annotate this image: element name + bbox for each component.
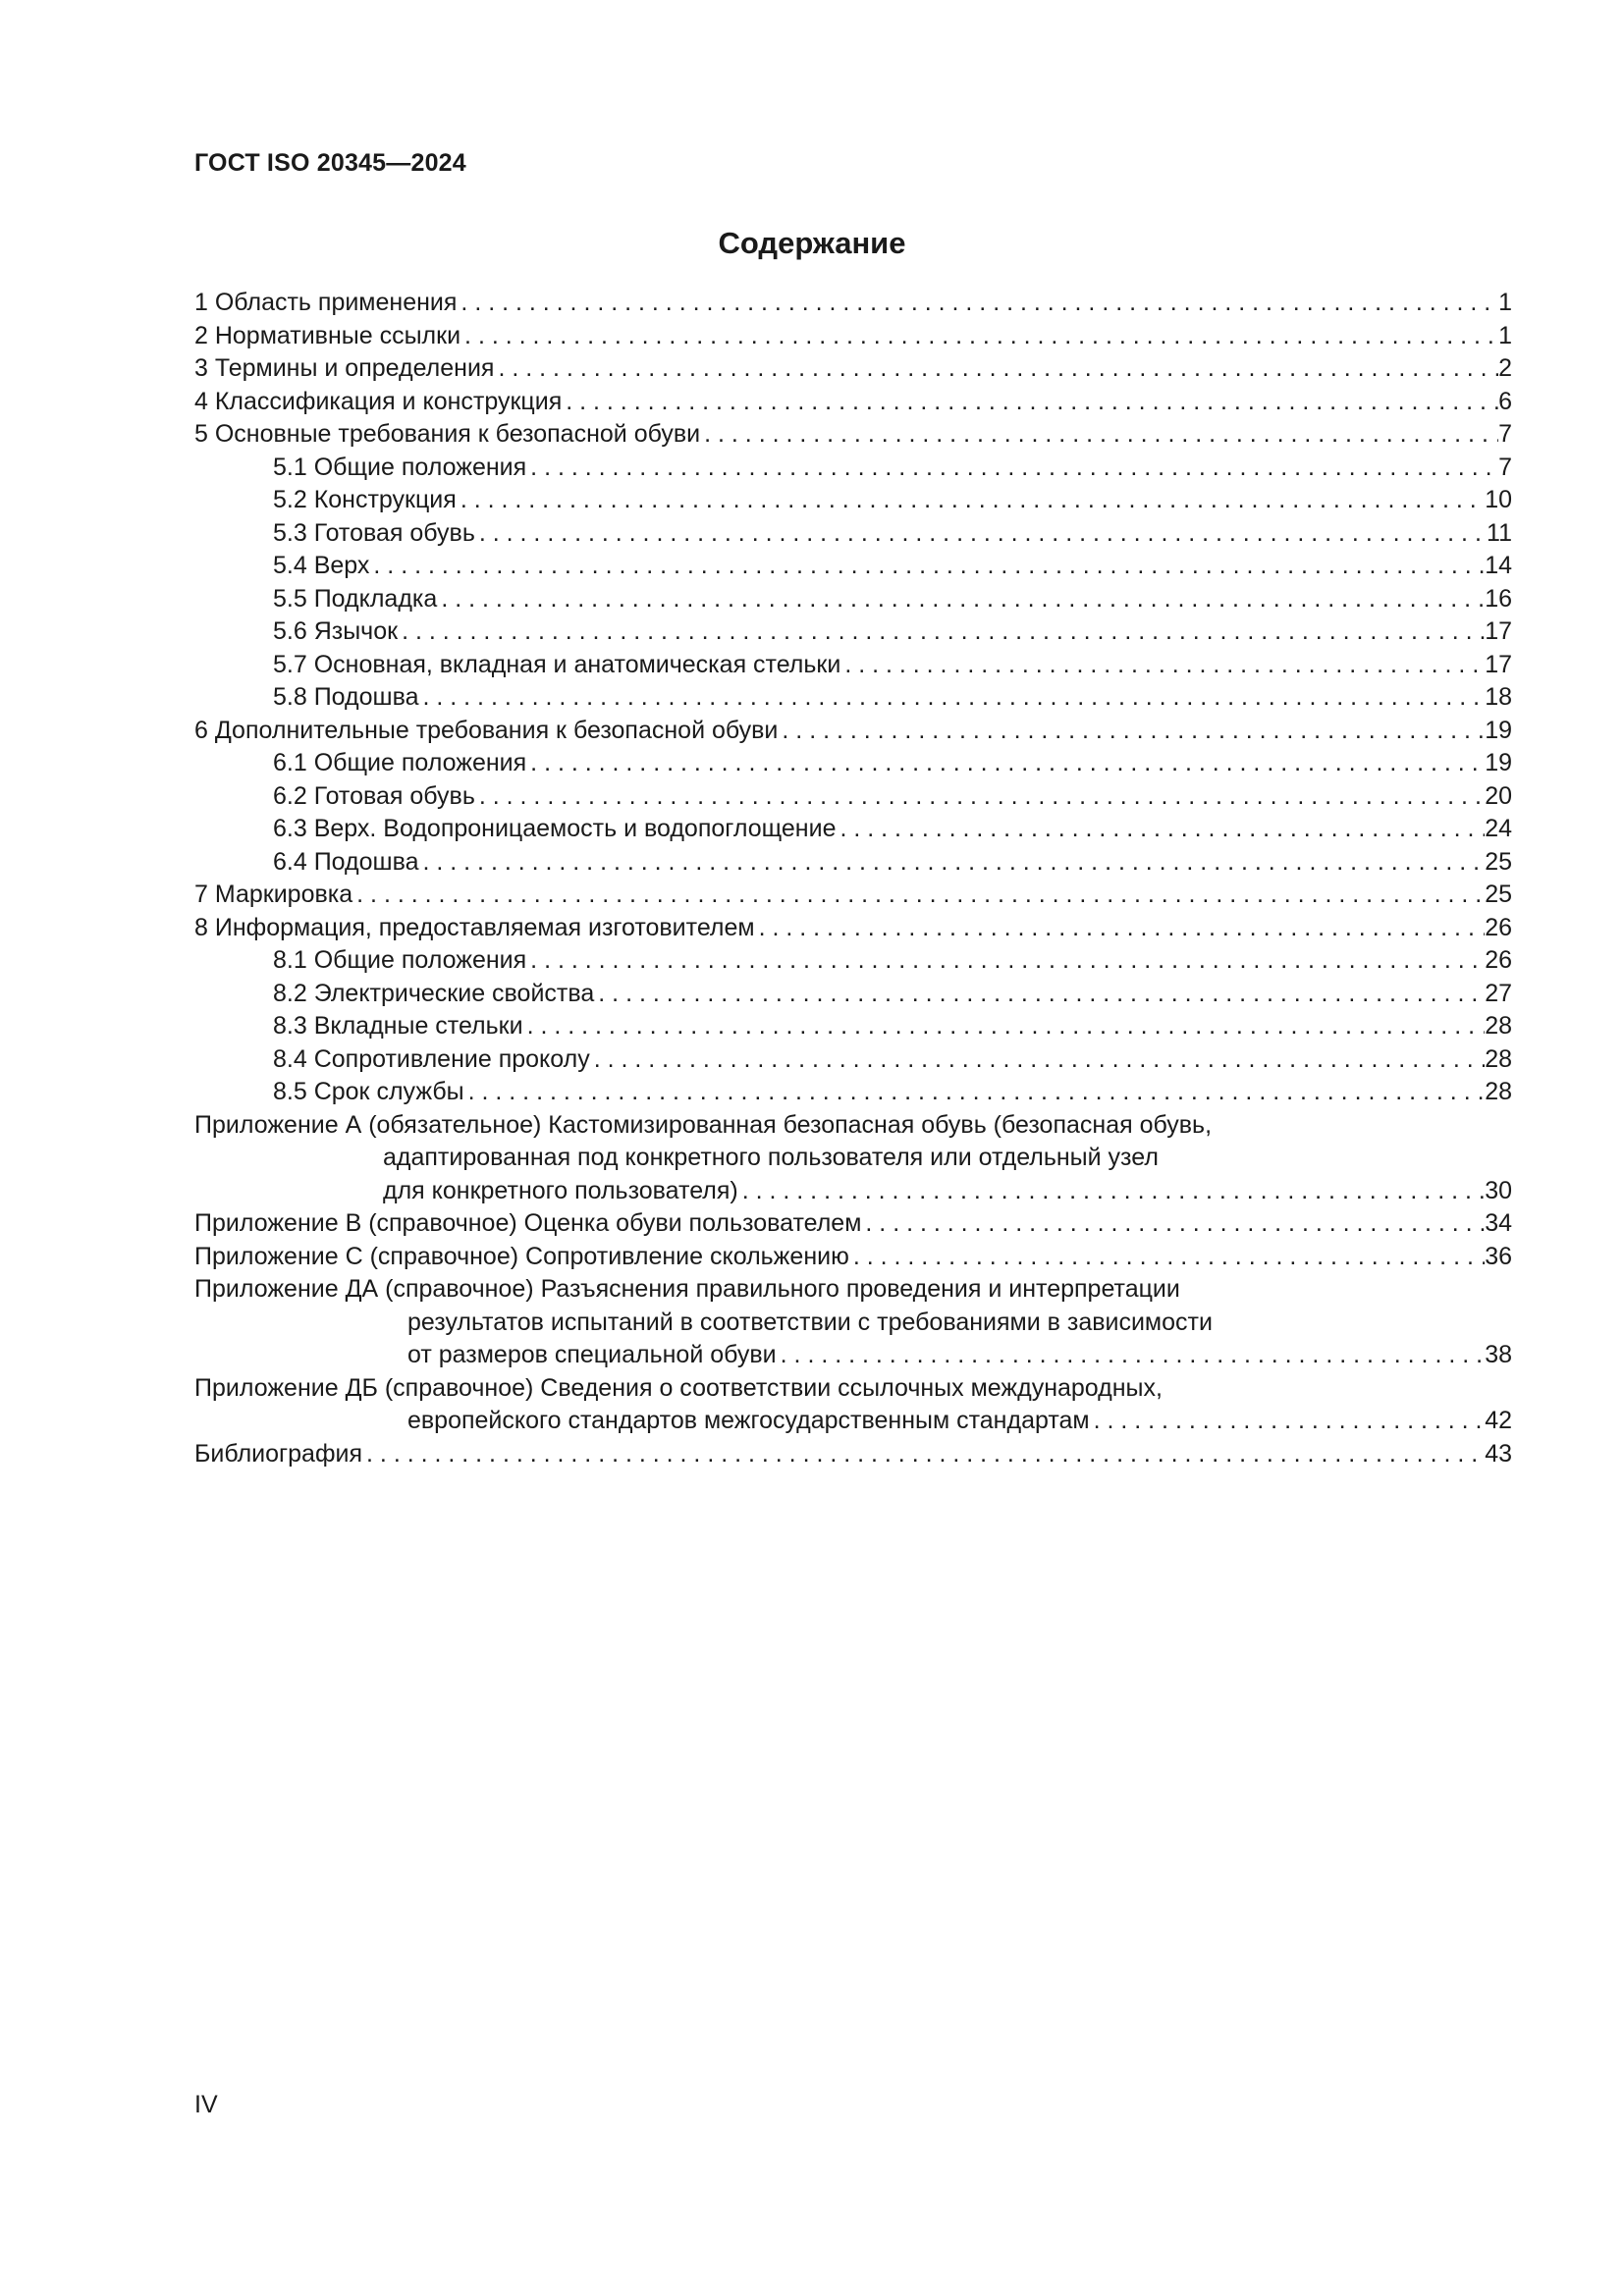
- toc-page-number: 17: [1485, 650, 1512, 678]
- toc-page-number: 19: [1485, 749, 1512, 776]
- toc-page-number: 28: [1485, 1044, 1512, 1073]
- leader-dots: [562, 386, 1498, 419]
- toc-annex-db-line2: европейского стандартов межгосударственным стандартам: [407, 1407, 1090, 1434]
- toc-page-number: 28: [1485, 1012, 1512, 1040]
- toc-page-number: 7: [1498, 420, 1512, 448]
- toc-entry-text: 5.4 Верх: [273, 552, 370, 579]
- leader-dots: [526, 747, 1485, 780]
- toc-entry-text: Приложение С (справочное) Сопротивление скольжению: [194, 1242, 849, 1270]
- toc-page-number: 26: [1485, 946, 1512, 974]
- toc-page-number: 30: [1485, 1176, 1512, 1204]
- toc-entry[interactable]: [194, 517, 1512, 551]
- leader-dots: [418, 681, 1485, 715]
- toc-entry-text: 8 Информация, предоставляемая изготовителем: [194, 913, 755, 941]
- toc-page-number: 1: [1498, 289, 1512, 316]
- toc-annex-da[interactable]: [194, 1273, 1512, 1372]
- toc-entry[interactable]: [194, 879, 1512, 912]
- toc-page-number: 20: [1485, 781, 1512, 810]
- toc-entry-text: 6.2 Готовая обувь: [273, 781, 475, 810]
- table-of-contents: [194, 287, 1512, 1470]
- toc-page-number: 2: [1498, 354, 1512, 382]
- toc-page-number: 36: [1485, 1242, 1512, 1270]
- toc-entry-text: 5.2 Конструкция: [273, 486, 457, 513]
- toc-entry[interactable]: [194, 386, 1512, 419]
- toc-page-number: 24: [1485, 815, 1512, 842]
- leader-dots: [352, 879, 1485, 912]
- toc-entry-text: 8.4 Сопротивление проколу: [273, 1044, 590, 1073]
- toc-entry-text: 5.1 Общие положения: [273, 453, 527, 481]
- leader-dots: [594, 978, 1485, 1011]
- leader-dots: [523, 1010, 1486, 1043]
- toc-entry[interactable]: [194, 1043, 1512, 1077]
- toc-page-number: 26: [1485, 913, 1512, 941]
- toc-entry-text: Библиография: [194, 1439, 363, 1468]
- toc-entry[interactable]: [194, 1076, 1512, 1109]
- toc-annex-db-line1: Приложение ДБ (справочное) Сведения о соответствии ссылочных международных,: [194, 1373, 1163, 1402]
- toc-page-number: 17: [1485, 617, 1512, 645]
- leader-dots: [398, 615, 1485, 649]
- leader-dots: [1090, 1405, 1486, 1438]
- leader-dots: [755, 912, 1486, 945]
- leader-dots: [475, 517, 1487, 551]
- leader-dots: [362, 1438, 1485, 1471]
- toc-entry[interactable]: [194, 681, 1512, 715]
- toc-annex-da-line1: Приложение ДА (справочное) Разъяснения правильного проведения и интерпретации: [194, 1275, 1180, 1303]
- toc-page-number: 27: [1485, 979, 1512, 1007]
- toc-entry-text: 5.7 Основная, вкладная и анатомическая стельки: [273, 650, 841, 678]
- document-header: ГОСТ ISO 20345—2024: [194, 149, 466, 177]
- toc-page-number: 7: [1498, 453, 1512, 481]
- toc-entry-text: 6 Дополнительные требования к безопасной обуви: [194, 716, 779, 744]
- toc-entry[interactable]: [194, 583, 1512, 616]
- toc-entry[interactable]: [194, 978, 1512, 1011]
- toc-entry-text: 8.3 Вкладные стельки: [273, 1012, 523, 1040]
- leader-dots: [475, 780, 1485, 814]
- leader-dots: [464, 1076, 1486, 1109]
- toc-entry-text: 6.1 Общие положения: [273, 749, 527, 776]
- toc-entry[interactable]: [194, 1010, 1512, 1043]
- toc-page-number: 25: [1485, 881, 1512, 908]
- toc-annex-da-line3: от размеров специальной обуви: [407, 1341, 777, 1368]
- toc-entry[interactable]: [194, 715, 1512, 748]
- leader-dots: [418, 846, 1485, 880]
- toc-page-number: 16: [1485, 584, 1512, 613]
- toc-page-number: 6: [1498, 387, 1512, 415]
- toc-entry-text: 1 Область применения: [194, 289, 458, 316]
- toc-entry-text: 5.8 Подошва: [273, 683, 419, 711]
- toc-entry[interactable]: [194, 320, 1512, 353]
- toc-entry-text: 5.6 Язычок: [273, 617, 399, 645]
- toc-annex-c[interactable]: [194, 1241, 1512, 1274]
- toc-entry[interactable]: [194, 846, 1512, 880]
- toc-page-number: 1: [1498, 321, 1512, 349]
- toc-entry-text: 3 Термины и определения: [194, 354, 495, 382]
- toc-entry-text: 4 Классификация и конструкция: [194, 387, 563, 415]
- toc-entry-text: 5.3 Готовая обувь: [273, 518, 475, 547]
- toc-page-number: 19: [1485, 716, 1512, 744]
- toc-sections: [194, 287, 1512, 1109]
- toc-entry[interactable]: [194, 780, 1512, 814]
- toc-annex-a-line2: адаптированная под конкретного пользователя или отдельный узел: [383, 1144, 1159, 1171]
- toc-entry[interactable]: [194, 813, 1512, 846]
- leader-dots: [457, 484, 1485, 517]
- toc-entry[interactable]: [194, 944, 1512, 978]
- leader-dots: [849, 1241, 1485, 1274]
- toc-entry[interactable]: [194, 615, 1512, 649]
- leader-dots: [369, 550, 1485, 583]
- toc-entry-text: 8.1 Общие положения: [273, 946, 527, 974]
- toc-entry-text: 8.5 Срок службы: [273, 1078, 464, 1105]
- toc-annex-da-line2: результатов испытаний в соответствии с требованиями в зависимости: [407, 1308, 1213, 1336]
- leader-dots: [738, 1175, 1485, 1208]
- toc-page-number: 14: [1485, 552, 1512, 579]
- leader-dots: [861, 1207, 1485, 1241]
- leader-dots: [494, 352, 1498, 386]
- leader-dots: [777, 1339, 1486, 1372]
- toc-entry[interactable]: [194, 550, 1512, 583]
- toc-entry[interactable]: [194, 352, 1512, 386]
- toc-entry[interactable]: [194, 649, 1512, 682]
- toc-entry-text: 6.3 Верх. Водопроницаемость и водопоглощение: [273, 815, 837, 842]
- leader-dots: [778, 715, 1485, 748]
- toc-entry-text: 5 Основные требования к безопасной обуви: [194, 420, 701, 448]
- leader-dots: [526, 452, 1498, 485]
- toc-bibliography[interactable]: [194, 1438, 1512, 1471]
- toc-entry-text: 8.2 Электрические свойства: [273, 979, 595, 1007]
- toc-entry-text: 7 Маркировка: [194, 881, 353, 908]
- toc-page-number: 28: [1485, 1078, 1512, 1105]
- toc-entry[interactable]: [194, 912, 1512, 945]
- toc-page-number: 10: [1485, 486, 1512, 513]
- toc-page-number: 25: [1485, 847, 1512, 876]
- toc-page-number: 11: [1487, 518, 1512, 547]
- toc-entry[interactable]: [194, 418, 1512, 452]
- toc-annex-a[interactable]: [194, 1109, 1512, 1208]
- toc-annex-b[interactable]: [194, 1207, 1512, 1241]
- leader-dots: [700, 418, 1498, 452]
- toc-annex-a-line1: Приложение А (обязательное) Кастомизированная безопасная обувь (безопасная обувь,: [194, 1110, 1213, 1139]
- toc-entry-text: 2 Нормативные ссылки: [194, 321, 461, 349]
- toc-entry-text: 6.4 Подошва: [273, 847, 419, 876]
- leader-dots: [457, 287, 1498, 320]
- leader-dots: [840, 649, 1485, 682]
- page-number: IV: [194, 2091, 218, 2118]
- toc-annex-a-line3: для конкретного пользователя): [383, 1176, 738, 1204]
- toc-page-number: 34: [1485, 1209, 1512, 1237]
- toc-annex-db[interactable]: [194, 1372, 1512, 1438]
- leader-dots: [526, 944, 1485, 978]
- leader-dots: [460, 320, 1498, 353]
- toc-page-number: 38: [1485, 1341, 1512, 1368]
- page-title: Содержание: [718, 226, 906, 260]
- toc-entry-text: 5.5 Подкладка: [273, 584, 438, 613]
- toc-page-number: 42: [1485, 1407, 1512, 1434]
- toc-entry[interactable]: [194, 452, 1512, 485]
- leader-dots: [437, 583, 1485, 616]
- toc-entry[interactable]: [194, 287, 1512, 320]
- leader-dots: [590, 1043, 1485, 1077]
- leader-dots: [836, 813, 1485, 846]
- toc-page-number: 18: [1485, 683, 1512, 711]
- toc-entry[interactable]: [194, 747, 1512, 780]
- toc-entry[interactable]: [194, 484, 1512, 517]
- toc-entry-text: Приложение В (справочное) Оценка обуви пользователем: [194, 1209, 862, 1237]
- toc-page-number: 43: [1485, 1439, 1512, 1468]
